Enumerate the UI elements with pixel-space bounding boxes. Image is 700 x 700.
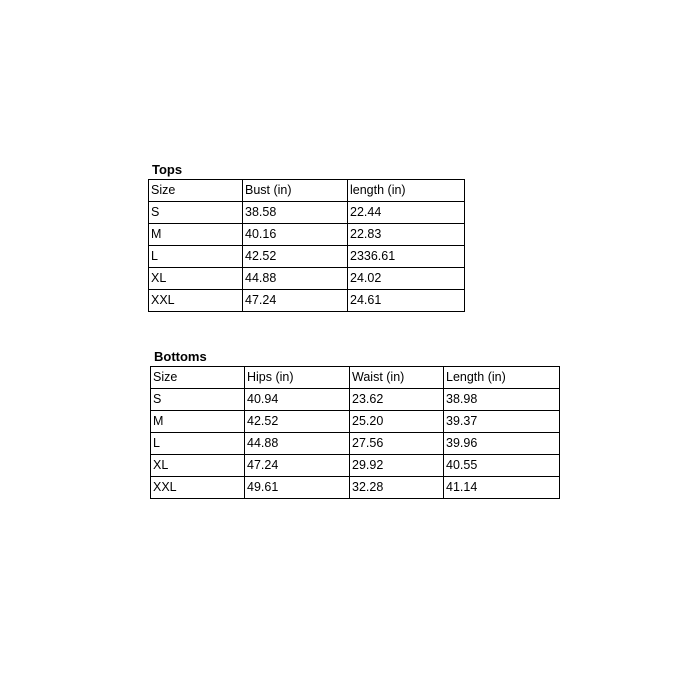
length-cell: 22.83: [348, 224, 465, 246]
table-row: [151, 389, 560, 411]
column-header-bust: Bust (in): [243, 180, 348, 202]
hips-cell: 40.94: [245, 389, 350, 411]
table-row: [151, 455, 560, 477]
length-cell: 24.61: [348, 290, 465, 312]
bust-cell: 38.58: [243, 202, 348, 224]
column-header-length: length (in): [348, 180, 465, 202]
waist-cell: 29.92: [350, 455, 444, 477]
column-header-waist: Waist (in): [350, 367, 444, 389]
size-cell: M: [151, 411, 245, 433]
bust-cell: 47.24: [243, 290, 348, 312]
size-cell: XL: [151, 455, 245, 477]
waist-cell: 25.20: [350, 411, 444, 433]
size-cell: XL: [149, 268, 243, 290]
size-cell: S: [149, 202, 243, 224]
length-cell: 22.44: [348, 202, 465, 224]
length-cell: 40.55: [444, 455, 560, 477]
hips-cell: 42.52: [245, 411, 350, 433]
length-cell: 39.96: [444, 433, 560, 455]
length-cell: 24.02: [348, 268, 465, 290]
bust-cell: 40.16: [243, 224, 348, 246]
hips-cell: 49.61: [245, 477, 350, 499]
size-cell: L: [149, 246, 243, 268]
table-header-row: [149, 180, 465, 202]
bottoms-title: Bottoms: [154, 349, 207, 364]
table-row: [149, 224, 465, 246]
tops-size-table: [148, 179, 465, 312]
waist-cell: 32.28: [350, 477, 444, 499]
length-cell: 2336.61: [348, 246, 465, 268]
column-header-size: Size: [151, 367, 245, 389]
table-row: [149, 246, 465, 268]
table-row: [149, 202, 465, 224]
waist-cell: 23.62: [350, 389, 444, 411]
hips-cell: 44.88: [245, 433, 350, 455]
bust-cell: 44.88: [243, 268, 348, 290]
column-header-hips: Hips (in): [245, 367, 350, 389]
size-cell: XXL: [151, 477, 245, 499]
length-cell: 38.98: [444, 389, 560, 411]
length-cell: 39.37: [444, 411, 560, 433]
column-header-size: Size: [149, 180, 243, 202]
bottoms-size-table: [150, 366, 560, 499]
hips-cell: 47.24: [245, 455, 350, 477]
column-header-length: Length (in): [444, 367, 560, 389]
length-cell: 41.14: [444, 477, 560, 499]
size-cell: S: [151, 389, 245, 411]
size-cell: XXL: [149, 290, 243, 312]
table-row: [151, 477, 560, 499]
table-row: [151, 411, 560, 433]
size-cell: L: [151, 433, 245, 455]
bust-cell: 42.52: [243, 246, 348, 268]
tops-title: Tops: [152, 162, 183, 177]
table-header-row: [151, 367, 560, 389]
table-row: [151, 433, 560, 455]
waist-cell: 27.56: [350, 433, 444, 455]
table-row: [149, 290, 465, 312]
table-row: [149, 268, 465, 290]
size-cell: M: [149, 224, 243, 246]
